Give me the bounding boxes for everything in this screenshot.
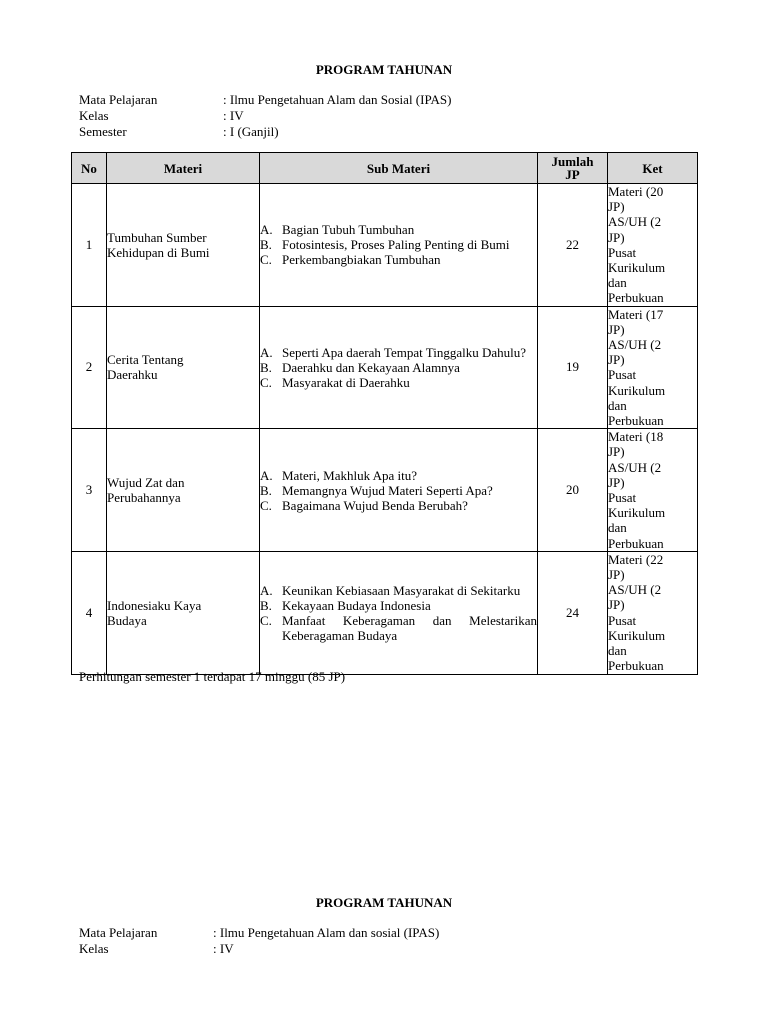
sub-letter: A. bbox=[260, 467, 273, 483]
sub-letter: B. bbox=[260, 359, 272, 375]
ket-line: Materi (22 bbox=[608, 551, 664, 567]
ket-line: Perbukuan bbox=[608, 290, 664, 306]
header-materi: Materi bbox=[107, 153, 260, 184]
materi-line: Cerita Tentang bbox=[107, 352, 184, 368]
row-jumlah-jp: 24 bbox=[538, 551, 608, 674]
materi-line: Budaya bbox=[107, 612, 147, 628]
row-materi bbox=[107, 306, 260, 429]
materi-line: Daerahku bbox=[107, 367, 158, 383]
ket-line: dan bbox=[608, 643, 627, 659]
sub-materi-item bbox=[260, 237, 537, 252]
table-row bbox=[72, 429, 698, 552]
row-no: 2 bbox=[72, 306, 107, 429]
sub-text: Seperti Apa daerah Tempat Tinggalku Dahulu? bbox=[282, 344, 526, 360]
sub-materi-item bbox=[260, 375, 537, 390]
header-jp-line1: Jumlah bbox=[551, 154, 594, 169]
sub-materi-list bbox=[260, 468, 537, 513]
meta-value: : Ilmu Pengetahuan Alam dan sosial (IPAS) bbox=[213, 925, 440, 940]
ket-line: Kurikulum bbox=[608, 505, 666, 521]
sub-materi-list bbox=[260, 345, 537, 390]
header-sub-materi: Sub Materi bbox=[260, 153, 538, 184]
ket-line: Perbukuan bbox=[608, 658, 664, 674]
sub-text: Materi, Makhluk Apa itu? bbox=[282, 467, 418, 483]
ket-line: JP) bbox=[608, 567, 625, 583]
materi-line: Kehidupan di Bumi bbox=[107, 244, 210, 260]
sub-materi-item bbox=[260, 498, 537, 513]
page-title-2: PROGRAM TAHUNAN bbox=[315, 895, 453, 910]
sub-text: Manfaat Keberagaman dan Melestarikan Keberagaman Budaya bbox=[282, 612, 537, 643]
sub-materi-list bbox=[260, 583, 537, 643]
row-sub-materi bbox=[260, 184, 538, 307]
sub-materi-item bbox=[260, 222, 537, 237]
sub-materi-item bbox=[260, 483, 537, 498]
materi-line: Wujud Zat dan bbox=[107, 475, 185, 491]
ket-line: Kurikulum bbox=[608, 260, 666, 276]
ket-line: JP) bbox=[608, 474, 625, 490]
meta-value: : IV bbox=[223, 108, 244, 123]
sub-letter: B. bbox=[260, 482, 272, 498]
ket-line: AS/UH (2 bbox=[608, 214, 662, 230]
row-jumlah-jp: 22 bbox=[538, 184, 608, 307]
sub-materi-list bbox=[260, 222, 537, 267]
ket-line: Pusat bbox=[608, 612, 637, 628]
table-header-row bbox=[72, 153, 698, 184]
ket-line: dan bbox=[608, 397, 627, 413]
ket-line: JP) bbox=[608, 352, 625, 368]
row-no: 1 bbox=[72, 184, 107, 307]
semester-footnote: Perhitungan semester 1 terdapat 17 minggu (85 JP) bbox=[79, 669, 346, 684]
row-sub-materi bbox=[260, 429, 538, 552]
sub-materi-item bbox=[260, 360, 537, 375]
ket-line: JP) bbox=[608, 444, 625, 460]
meta-row-subject bbox=[79, 92, 451, 108]
sub-letter: A. bbox=[260, 344, 273, 360]
ket-line: Pusat bbox=[608, 244, 637, 260]
meta-label: Kelas bbox=[79, 108, 109, 123]
ket-line: Materi (20 bbox=[608, 184, 664, 199]
ket-line: JP) bbox=[608, 321, 625, 337]
table-row bbox=[72, 184, 698, 307]
sub-letter: C. bbox=[260, 374, 272, 390]
meta-block-1 bbox=[79, 92, 451, 140]
row-no: 3 bbox=[72, 429, 107, 552]
ket-line: Perbukuan bbox=[608, 535, 664, 551]
ket-line: Materi (18 bbox=[608, 429, 664, 445]
meta-label: Semester bbox=[79, 124, 127, 139]
annual-program-table bbox=[71, 152, 698, 675]
meta-value: : I (Ganjil) bbox=[223, 124, 279, 139]
sub-text: Keunikan Kebiasaan Masyarakat di Sekitarku bbox=[282, 582, 521, 598]
ket-line: Kurikulum bbox=[608, 627, 666, 643]
table-row bbox=[72, 306, 698, 429]
sub-materi-item bbox=[260, 583, 537, 598]
meta-label: Kelas bbox=[79, 941, 109, 956]
materi-line: Perubahannya bbox=[107, 490, 181, 506]
materi-line: Indonesiaku Kaya bbox=[107, 597, 202, 613]
sub-text: Daerahku dan Kekayaan Alamnya bbox=[282, 359, 460, 375]
ket-line: AS/UH (2 bbox=[608, 582, 662, 598]
meta-label: Mata Pelajaran bbox=[79, 92, 158, 107]
sub-text: Bagaimana Wujud Benda Berubah? bbox=[282, 497, 468, 513]
sub-text: Bagian Tubuh Tumbuhan bbox=[282, 222, 415, 238]
row-jumlah-jp: 20 bbox=[538, 429, 608, 552]
ket-line: dan bbox=[608, 275, 627, 291]
ket-line: Pusat bbox=[608, 490, 637, 506]
ket-line: AS/UH (2 bbox=[608, 337, 662, 353]
sub-text: Fotosintesis, Proses Paling Penting di Bumi bbox=[282, 237, 510, 253]
row-sub-materi bbox=[260, 306, 538, 429]
row-jumlah-jp: 19 bbox=[538, 306, 608, 429]
meta-block-2 bbox=[79, 925, 439, 957]
sub-letter: B. bbox=[260, 597, 272, 613]
row-ket bbox=[608, 306, 698, 429]
sub-letter: C. bbox=[260, 252, 272, 268]
sub-text: Memangnya Wujud Materi Seperti Apa? bbox=[282, 482, 493, 498]
ket-line: Perbukuan bbox=[608, 413, 664, 429]
meta-row-subject bbox=[79, 925, 439, 941]
meta-row-class bbox=[79, 108, 451, 124]
row-ket bbox=[608, 184, 698, 307]
sub-letter: B. bbox=[260, 237, 272, 253]
sub-text: Perkembangbiakan Tumbuhan bbox=[282, 252, 441, 268]
materi-line: Tumbuhan Sumber bbox=[107, 229, 207, 245]
ket-line: JP) bbox=[608, 597, 625, 613]
meta-row-semester bbox=[79, 124, 451, 140]
sub-materi-item bbox=[260, 252, 537, 267]
sub-letter: C. bbox=[260, 612, 272, 628]
ket-line: JP) bbox=[608, 229, 625, 245]
table-row bbox=[72, 551, 698, 674]
sub-materi-item bbox=[260, 468, 537, 483]
sub-text: Kekayaan Budaya Indonesia bbox=[282, 597, 431, 613]
row-no: 4 bbox=[72, 551, 107, 674]
row-ket bbox=[608, 551, 698, 674]
row-materi bbox=[107, 551, 260, 674]
header-no: No bbox=[72, 153, 107, 184]
ket-line: JP) bbox=[608, 199, 625, 215]
ket-line: Pusat bbox=[608, 367, 637, 383]
meta-row-class bbox=[79, 941, 439, 957]
sub-materi-item bbox=[260, 345, 537, 360]
ket-line: Materi (17 bbox=[608, 306, 664, 322]
sub-letter: A. bbox=[260, 222, 273, 238]
sub-letter: A. bbox=[260, 582, 273, 598]
row-ket bbox=[608, 429, 698, 552]
sub-materi-item bbox=[260, 613, 537, 643]
meta-value: : IV bbox=[213, 941, 234, 956]
sub-letter: C. bbox=[260, 497, 272, 513]
row-sub-materi bbox=[260, 551, 538, 674]
sub-materi-item bbox=[260, 598, 537, 613]
ket-line: AS/UH (2 bbox=[608, 459, 662, 475]
sub-text: Masyarakat di Daerahku bbox=[282, 374, 410, 390]
ket-line: dan bbox=[608, 520, 627, 536]
row-materi bbox=[107, 184, 260, 307]
header-jp-line2: JP bbox=[565, 167, 580, 182]
header-jumlah-jp bbox=[538, 153, 608, 184]
header-ket: Ket bbox=[608, 153, 698, 184]
meta-value: : Ilmu Pengetahuan Alam dan Sosial (IPAS) bbox=[223, 92, 452, 107]
page-title-1: PROGRAM TAHUNAN bbox=[315, 62, 453, 77]
row-materi bbox=[107, 429, 260, 552]
meta-label: Mata Pelajaran bbox=[79, 925, 158, 940]
ket-line: Kurikulum bbox=[608, 382, 666, 398]
